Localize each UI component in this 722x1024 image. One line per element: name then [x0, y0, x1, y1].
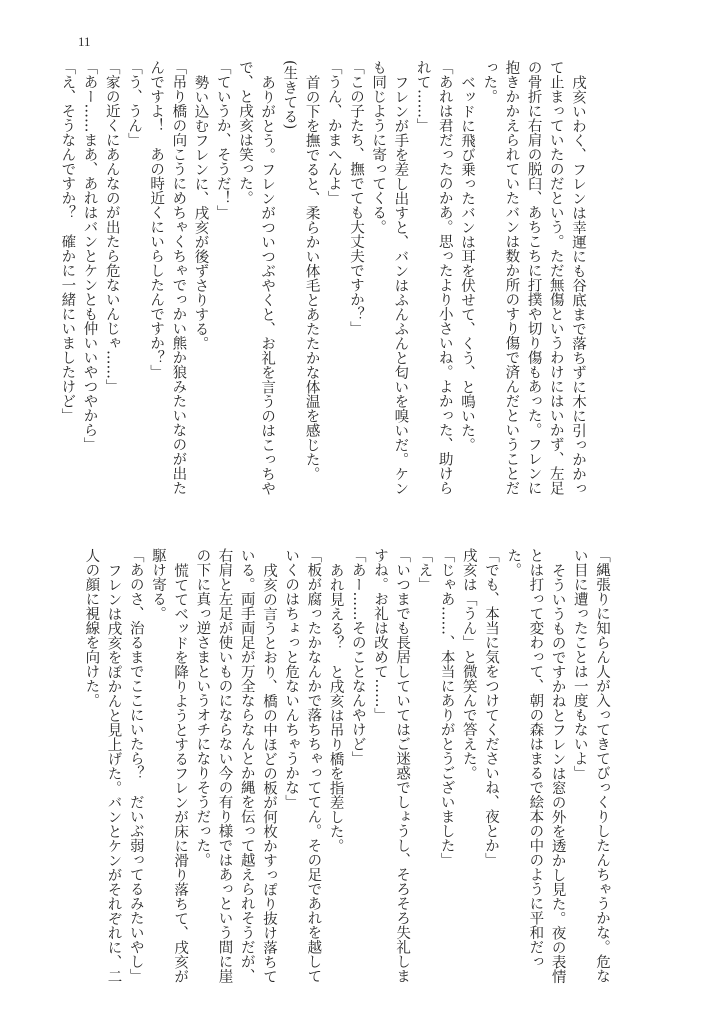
paragraph: ありがとう。フレンがついつぶやくと、お礼を言うのはこっちやで、と戌亥は笑った。 [236, 60, 276, 495]
paragraph: 戌亥の言うとおり、橋の中ほどの板が何枚かすっぽり抜け落ちている。両手両足が万全ならなんとか縄を伝って越えられそうだが、右肩と左足が使いものにならない今の有り様ではあっという間に崖の下に真っ逆さまというオチになりそうだった。 [194, 548, 277, 983]
paragraph: 勢い込むフレンに、戌亥が後ずさりする。 [192, 74, 209, 350]
paragraph: 「あー……まあ、あれはバンとケンとも仲いいやつやから」 [81, 60, 98, 452]
paragraph: フレンは戌亥をぽかんと見上げた。バンとケンがそれぞれに、二人の顔に視線を向けた。 [83, 548, 122, 983]
text-block-upper [54, 60, 589, 495]
paragraph: 「う、うん」 [125, 60, 142, 147]
paragraph: 「うん、かまへんよ」 [325, 60, 342, 205]
paragraph: 戌亥いわく、フレンは幸運にも谷底まで落ちずに木に引っかかって止まっていたのだという。ただ無傷というわけにはいかず、左足の骨折に右肩の脱臼、あちこちに打撲や切り傷もあった。フレンに抱きかかえられていたバンは数か所のすり傷で済んだということだった。 [481, 60, 586, 495]
paragraph: 「じゃあ……、本当にありがとうございました」 [438, 548, 455, 867]
paragraph: 「え」 [416, 548, 433, 592]
paragraph: 慌ててベッドを降りようとするフレンが床に滑り落ちて、戌亥が駆け寄る。 [149, 548, 189, 983]
paragraph: 首の下を撫でると、柔らかい体毛とあたたかな体温を感じた。 [303, 74, 320, 481]
paragraph: (生きてる) [281, 60, 298, 130]
paragraph: フレンが手を差し出すと、バンはふんふんと匂いを嗅いだ。ケンも同じように寄ってくる。 [370, 60, 409, 495]
paragraph: 「縄張りに知らん人が入ってきてびっくりしたんちゃうかな。危ない目に遭ったことは一度もないよ」 [571, 548, 610, 983]
paragraph: 「ていうか、そうだ！」 [214, 60, 231, 220]
paragraph: 「あれは君だったのかあ。思ったより小さいね。よかった、助けられて……」 [414, 60, 453, 495]
paragraph: そういうものですかねとフレンは窓の外を透かし見た。夜の表情とは打って変わって、朝の森はまるで絵本の中のように平和だった。 [505, 548, 566, 983]
paragraph: 「この子たち、撫でても大丈夫ですか？」 [347, 60, 364, 336]
paragraph: 戌亥は「うん」と微笑んで答えた。 [460, 548, 477, 780]
paragraph: ベッドに飛び乗ったバンは耳を伏せて、くう、と鳴いた。 [458, 74, 475, 452]
paragraph: 「いつまでも長居していてはご迷惑でしょうし、そろそろ失礼しますね。お礼は改めて……」 [371, 548, 411, 983]
paragraph: 「え、そうなんですか？ 確かに一緒にいましたけど」 [59, 60, 76, 423]
paragraph: 「家の近くにあんなのが出たら危ないんじゃ……」 [103, 60, 120, 394]
paragraph: あれ見える？ と戌亥は吊り橋を指差した。 [327, 562, 344, 853]
paragraph: 「吊り橋の向こうにめちゃくちゃでっかい熊か狼みたいなのが出たんですよ！ あの時近くにいらしたんですか？」 [148, 60, 187, 495]
page-number: 11 [78, 34, 91, 49]
paragraph: 「板が腐ったかなんかで落ちちゃっててん。その足であれを越していくのはちょっと危ないんちゃうかな」 [283, 548, 322, 983]
paragraph: 「あー……そのことなんやけど」 [349, 548, 366, 766]
text-block-lower [83, 548, 613, 983]
paragraph: 「でも、本当に気をつけてくださいね、夜とか」 [482, 548, 499, 867]
paragraph: 「あのさ、治るまでここにいたら？ だいぶ弱ってるみたいやし」 [127, 548, 144, 983]
